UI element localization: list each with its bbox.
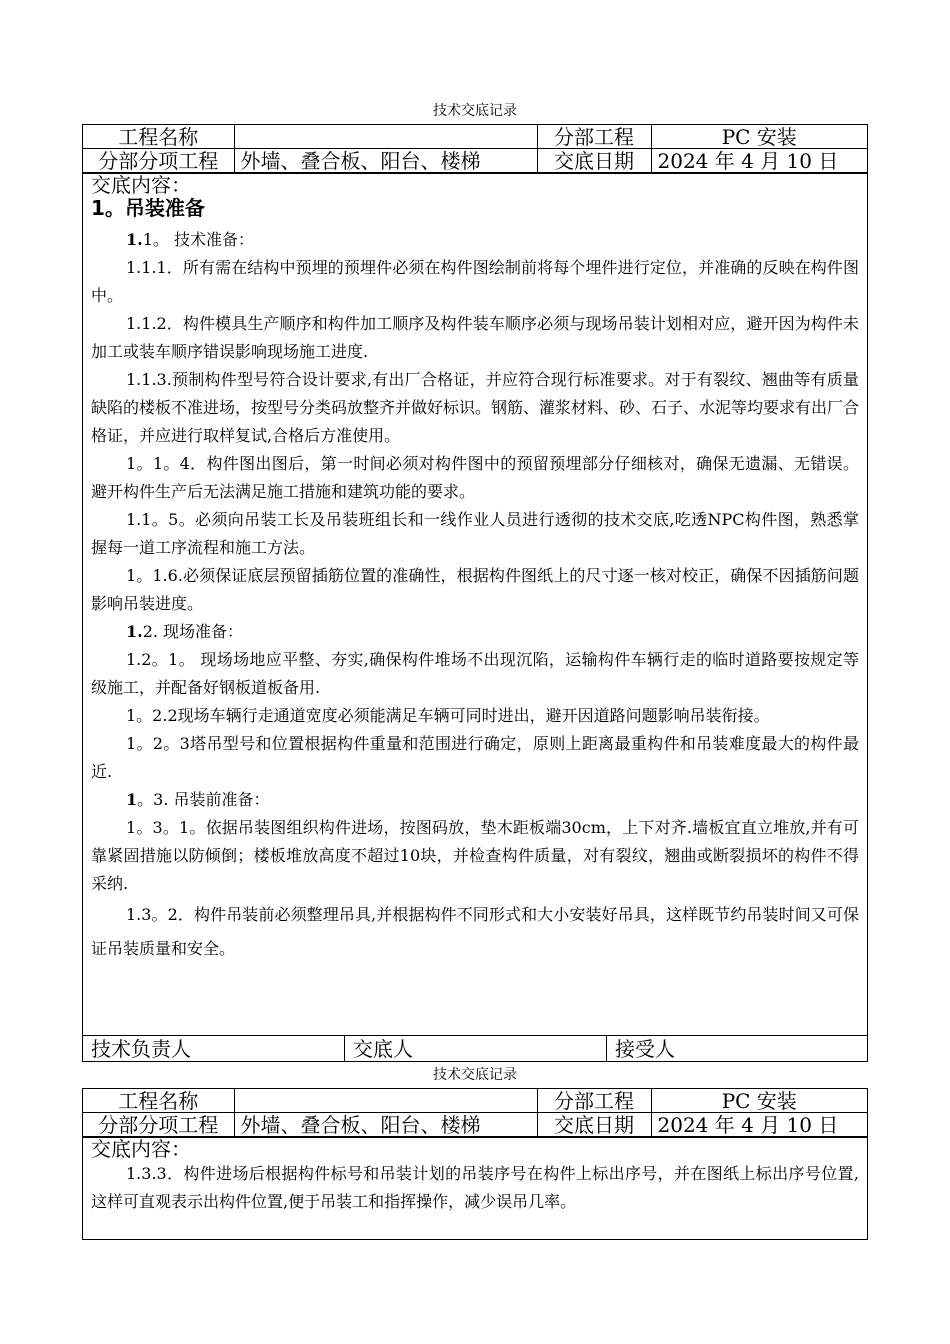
sub-project-value: PC 安装 <box>651 125 867 149</box>
item-value-2: 外墙、叠合板、阳台、楼梯 <box>234 1113 537 1137</box>
sub-project-label-2: 分部工程 <box>537 1089 651 1113</box>
paragraph-1-2-1: 1.2。1。 现场场地应平整、夯实,确保构件堆场不出现沉陷，运输构件车辆行走的临时道路要按规定等级施工，并配备好钢板道板备用. <box>91 650 859 697</box>
paragraph-1-1-4: 1。1。4．构件图出图后，第一时间必须对构件图中的预留预埋部分仔细核对，确保无遗漏、无错误。避开构件生产后无法满足施工措施和建筑功能的要求。 <box>91 454 859 501</box>
paragraph-1-1-5: 1.1。5。必须向吊装工长及吊装班组长和一线作业人员进行透彻的技术交底,吃透NPC构件图，熟悉掌握每一道工序流程和施工方法。 <box>91 510 859 557</box>
tech-prep-heading <box>91 226 859 254</box>
paragraph-1-1-6: 1。1.6.必须保证底层预留插筋位置的准确性，根据构件图纸上的尺寸逐一核对校正，确保不因插筋问题影响吊装进度。 <box>91 566 859 613</box>
date-label-2: 交底日期 <box>537 1113 651 1137</box>
paragraph-1-1-1: 1.1.1．所有需在结构中预埋的预埋件必须在构件图绘制前将每个埋件进行定位，并准确的反映在构件图中。 <box>91 258 859 305</box>
paragraph-1-3-2: 1.3。2．构件吊装前必须整理吊具,并根据构件不同形式和大小安装好吊具，这样既节约吊装时间又可保证吊装质量和安全。 <box>91 905 859 958</box>
date-label: 交底日期 <box>537 149 651 173</box>
content-label: 交底内容： <box>91 173 191 197</box>
record-header-table <box>83 125 867 173</box>
date-value-2: 2024 年 4 月 10 日 <box>651 1113 867 1137</box>
disclosure-content <box>83 173 867 966</box>
item-label-2: 分部分项工程 <box>83 1113 234 1137</box>
section-title: 1。吊装准备 <box>91 196 205 220</box>
disclosure-record-1 <box>82 124 868 1062</box>
project-name-label-2: 工程名称 <box>83 1089 234 1113</box>
sub-project-label: 分部工程 <box>537 125 651 149</box>
date-value: 2024 年 4 月 10 日 <box>651 149 867 173</box>
item-label: 分部分项工程 <box>83 149 234 173</box>
project-name-label: 工程名称 <box>83 125 234 149</box>
disclosure-record-2 <box>82 1088 868 1240</box>
pre-lift-heading-text: 。3. 吊装前准备： <box>137 790 270 809</box>
paragraph-1-3-3: 1.3.3．构件进场后根据构件标号和吊装计划的吊装序号在构件上标出序号，并在图纸上标出序号位置,这样可直观表示出构件位置,便于吊装工和指挥操作，减少误吊几率。 <box>91 1164 859 1211</box>
record-header-table-2 <box>83 1089 867 1137</box>
tech-lead-signature: 技术负责人 <box>83 1036 345 1061</box>
record-title-2: 技术交底记录 <box>433 1067 517 1083</box>
sub-project-value-2: PC 安装 <box>651 1089 867 1113</box>
discloser-signature: 交底人 <box>345 1036 607 1061</box>
paragraph-1-3-1: 1。3。1。依据吊装图组织构件进场，按图码放，垫木距板端30cm，上下对齐.墙板宜直立堆放,并有可靠紧固措施以防倾倒；楼板堆放高度不超过10块，并检查构件质量，对有裂纹，翘曲或断裂损坏的构件不得采纳. <box>91 818 859 893</box>
pre-lift-heading <box>91 786 859 814</box>
content-label-2: 交底内容： <box>91 1137 191 1161</box>
receiver-signature: 接受人 <box>615 1037 675 1061</box>
record-title: 技术交底记录 <box>433 103 517 119</box>
item-value: 外墙、叠合板、阳台、楼梯 <box>234 149 537 173</box>
site-prep-heading <box>91 618 859 646</box>
paragraph-1-2-2: 1。2.2现场车辆行走通道宽度必须能满足车辆可同时进出，避开因道路问题影响吊装衔接。 <box>126 706 770 725</box>
tech-prep-heading-num: 1. <box>126 230 143 249</box>
paragraph-1-1-3: 1.1.3.预制构件型号符合设计要求,有出厂合格证，并应符合现行标准要求。对于有裂纹、翘曲等有质量缺陷的楼板不准进场，按型号分类码放整齐并做好标识。钢筋、灌浆材料、砂、石子、水泥等均要求有出厂合格证，并应进行取样复试,合格后方准使用。 <box>91 370 860 445</box>
site-prep-heading-num: 1. <box>126 622 143 641</box>
paragraph-1-1-2: 1.1.2．构件模具生产顺序和构件加工顺序及构件装车顺序必须与现场吊装计划相对应，避开因为构件未加工或装车顺序错误影响现场施工进度. <box>91 314 859 361</box>
project-name-value-2 <box>234 1089 537 1113</box>
project-name-value <box>234 125 537 149</box>
site-prep-heading-text: 2. 现场准备： <box>142 622 244 641</box>
pre-lift-heading-num: 1 <box>126 790 138 809</box>
tech-prep-heading-text: 1。 技术准备： <box>142 230 254 249</box>
signature-row <box>83 1035 867 1061</box>
paragraph-1-2-3: 1。2。3塔吊型号和位置根据构件重量和范围进行确定，原则上距离最重构件和吊装难度最大的构件最近. <box>91 734 859 781</box>
disclosure-content-2 <box>83 1137 867 1216</box>
